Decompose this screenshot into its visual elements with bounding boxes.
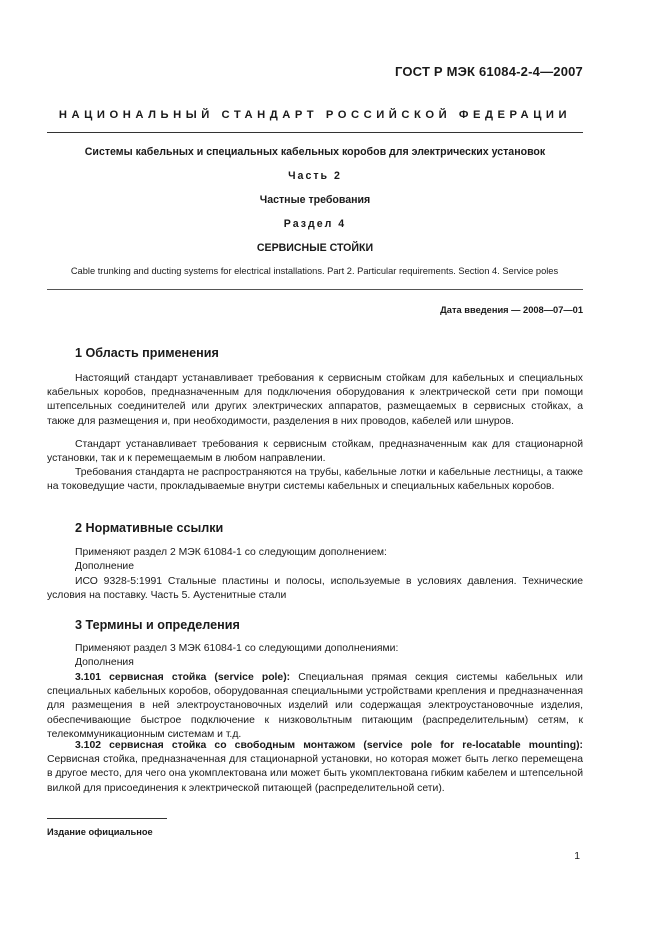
section-2-line-1: Применяют раздел 2 МЭК 61084-1 со следующим дополнением: <box>75 547 387 558</box>
standard-code: ГОСТ Р МЭК 61084-2-4—2007 <box>394 64 583 79</box>
term-3-101 <box>47 671 583 742</box>
section-3-line-2: Дополнения <box>75 657 134 668</box>
section-1-heading: 1 Область применения <box>75 346 219 360</box>
term-3-101-label: 3.101 сервисная стойка (service pole): <box>75 672 291 683</box>
date-of-introduction: Дата введения — 2008—07—01 <box>440 305 583 315</box>
section-title: СЕРВИСНЫЕ СТОЙКИ <box>256 242 374 254</box>
section-1-paragraph-1: Настоящий стандарт устанавливает требования к сервисным стойкам для кабельных и специальных кабельных коробов, предназначенным для подключения оборудования к электрической сети при помощи штепсельных соединителей или других электрических аппаратов, размещаемых в сервисных стойках, а также для размещения и, при необходимости, разделения в них проводов, кабелей или шнуров. <box>47 373 583 427</box>
edition-note: Издание официальное <box>47 827 153 837</box>
term-3-102 <box>47 739 583 796</box>
section-3-heading: 3 Термины и определения <box>75 618 240 632</box>
document-title: Системы кабельных и специальных кабельных коробов для электрических установок <box>84 146 546 158</box>
section-1-paragraph-3: Требования стандарта не распространяются на трубы, кабельные лотки и кабельные лестницы, а также на токоведущие части, прокладываемые внутри системы кабельных и специальных кабельных коробов. <box>47 467 583 493</box>
section-3-line-1: Применяют раздел 3 МЭК 61084-1 со следующими дополнениями: <box>75 643 399 654</box>
section-2-heading: 2 Нормативные ссылки <box>75 521 224 535</box>
english-title: Cable trunking and ducting systems for electrical installations. Part 2. Particular requirements. Section 4. Service poles <box>70 266 559 276</box>
section-1-paragraph-2: Стандарт устанавливает требования к сервисным стойкам, предназначенным как для стационарной установки, так и к перемещаемым в любом направлении. <box>47 439 583 465</box>
section-2-line-2: Дополнение <box>75 561 135 572</box>
term-3-102-definition: Сервисная стойка, предназначенная для стационарной установки, но которая может быть легко перемещена в другое место, для чего она укомплектована или может быть укомплектована гибким кабелем и штепсельной вилкой для присоединения к электрической питающей (распределительной сети). <box>47 754 583 794</box>
part-title: Частные требования <box>259 194 371 206</box>
title-divider <box>47 289 583 290</box>
section-label: Раздел 4 <box>283 218 347 230</box>
header-divider <box>47 132 583 133</box>
section-2-reference: ИСО 9328-5:1991 Стальные пластины и полосы, используемые в условиях давления. Технические условия на поставку. Часть 5. Аустенитные стали <box>47 576 583 602</box>
page-number: 1 <box>574 851 580 862</box>
term-3-101-definition: Специальная прямая секция системы кабельных или специальных кабельных коробов, оборудованная специальными устройствами крепления и предназначенная для размещения в ней электроустановочных изделий или содержащая электроустановочные изделия, обеспечивающие быстрое подключение к низковольтным питающим (распределительным) сетям, к телекоммуникационным системам и т.д. <box>47 672 583 740</box>
national-standard-banner: НАЦИОНАЛЬНЫЙ СТАНДАРТ РОССИЙСКОЙ ФЕДЕРАЦИИ <box>58 109 572 121</box>
footer-divider <box>47 818 167 819</box>
part-label: Часть 2 <box>288 170 342 182</box>
term-3-102-label: 3.102 сервисная стойка со свободным монтажом (service pole for re-locatable mounting): <box>75 740 583 751</box>
